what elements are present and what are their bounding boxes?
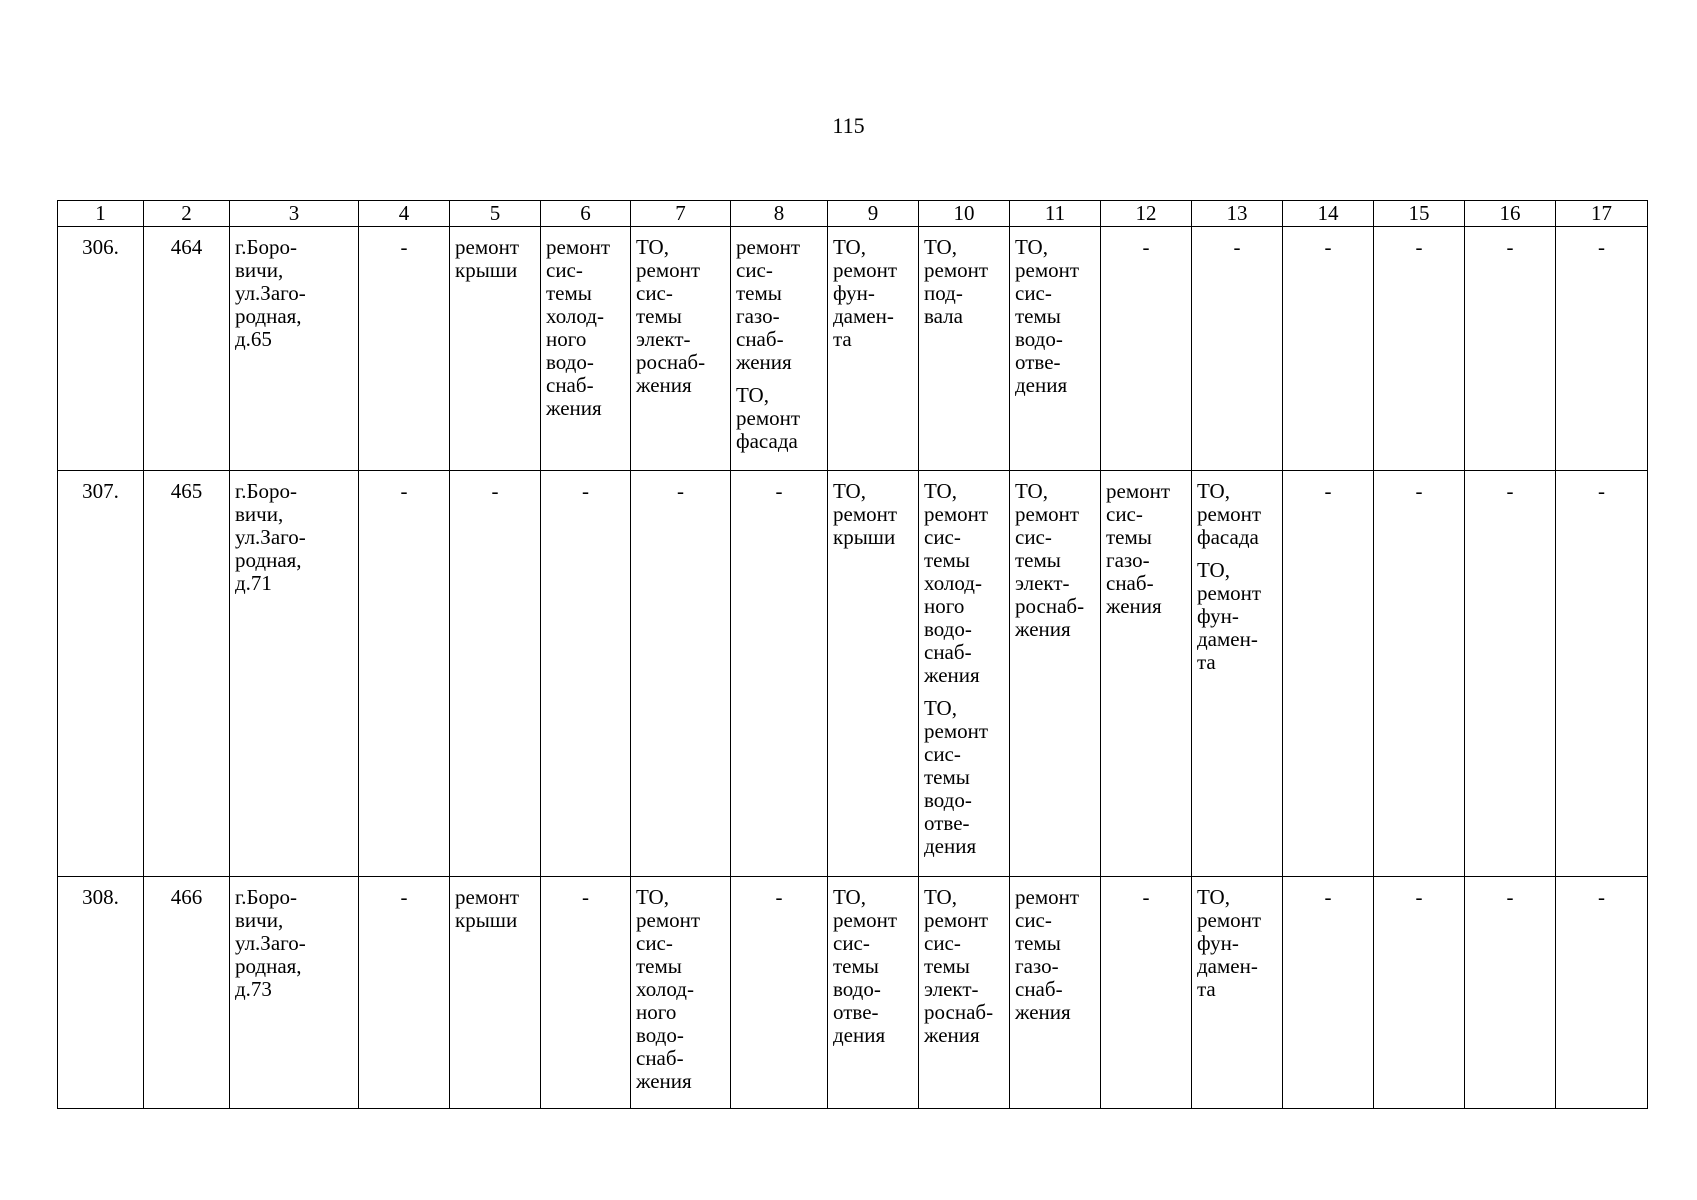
- work-entry: ТО, ремонт сис- темы водо- отве- дения: [924, 696, 989, 858]
- column-header: 17: [1556, 201, 1648, 227]
- table-cell: -: [1374, 471, 1465, 877]
- column-header: 12: [1101, 201, 1192, 227]
- table-cell: [919, 227, 1010, 471]
- table-cell: -: [359, 471, 450, 877]
- table-cell: [731, 227, 828, 471]
- work-entry: ТО, ремонт фасада: [736, 383, 801, 453]
- work-entry: ТО, ремонт сис- темы водо- отве- дения: [1015, 235, 1080, 397]
- column-header: 6: [541, 201, 631, 227]
- table-cell: -: [1556, 877, 1648, 1109]
- address-cell: [230, 471, 359, 877]
- table-cell: -: [1465, 471, 1556, 877]
- table-cell: -: [1283, 227, 1374, 471]
- table-cell: [631, 877, 731, 1109]
- registry-number-cell: 464: [144, 227, 230, 471]
- table-cell: -: [541, 471, 631, 877]
- table-cell: [631, 227, 731, 471]
- table-cell: -: [1192, 227, 1283, 471]
- work-entry: ремонт крыши: [455, 885, 520, 932]
- address-text: г.Боро- вичи, ул.Заго- родная, д.73: [235, 885, 306, 1001]
- column-header: 5: [450, 201, 541, 227]
- work-entry: ремонт сис- темы газо- снаб- жения: [736, 235, 801, 374]
- table-cell: [919, 471, 1010, 877]
- column-header: 1: [58, 201, 144, 227]
- address-cell: [230, 877, 359, 1109]
- work-entry: ремонт сис- темы холод- ного водо- снаб- жения: [546, 235, 611, 420]
- table-cell: -: [1465, 227, 1556, 471]
- work-entry: ремонт крыши: [455, 235, 520, 282]
- table-cell: [450, 227, 541, 471]
- column-header: 13: [1192, 201, 1283, 227]
- table-cell: [1192, 877, 1283, 1109]
- table-cell: -: [1283, 471, 1374, 877]
- table-cell: -: [359, 877, 450, 1109]
- table-cell: -: [731, 877, 828, 1109]
- work-entry: ТО, ремонт сис- темы холод- ного водо- снаб- жения: [924, 479, 989, 687]
- column-header: 4: [359, 201, 450, 227]
- work-entry: ТО, ремонт фун- дамен- та: [1197, 558, 1262, 674]
- table-cell: -: [1465, 877, 1556, 1109]
- table-cell: [1010, 877, 1101, 1109]
- work-entry: ТО, ремонт фун- дамен- та: [1197, 885, 1262, 1001]
- table-row: [58, 877, 1648, 1109]
- header-row: [58, 201, 1648, 227]
- work-entry: ТО, ремонт фун- дамен- та: [833, 235, 898, 351]
- column-header: 3: [230, 201, 359, 227]
- row-number-cell: 307.: [58, 471, 144, 877]
- work-entry: ТО, ремонт сис- темы водо- отве- дения: [833, 885, 898, 1047]
- table-cell: -: [1101, 877, 1192, 1109]
- table-cell: -: [731, 471, 828, 877]
- table-cell: -: [1556, 227, 1648, 471]
- table-cell: [828, 227, 919, 471]
- address-text: г.Боро- вичи, ул.Заго- родная, д.71: [235, 479, 306, 595]
- table-cell: -: [631, 471, 731, 877]
- column-header: 9: [828, 201, 919, 227]
- registry-number-cell: 465: [144, 471, 230, 877]
- table-cell: [828, 877, 919, 1109]
- column-header: 2: [144, 201, 230, 227]
- table-cell: [541, 227, 631, 471]
- table-cell: [919, 877, 1010, 1109]
- table-cell: -: [1283, 877, 1374, 1109]
- table-cell: -: [450, 471, 541, 877]
- table-cell: -: [1374, 227, 1465, 471]
- column-header: 11: [1010, 201, 1101, 227]
- table-cell: [1192, 471, 1283, 877]
- column-header: 16: [1465, 201, 1556, 227]
- work-entry: ТО, ремонт сис- темы элект- роснаб- жения: [1015, 479, 1085, 641]
- work-entry: ремонт сис- темы газо- снаб- жения: [1106, 479, 1171, 618]
- address-text: г.Боро- вичи, ул.Заго- родная, д.65: [235, 235, 306, 351]
- table-cell: -: [359, 227, 450, 471]
- work-entry: ТО, ремонт сис- темы элект- роснаб- жения: [636, 235, 706, 397]
- table-cell: [1010, 227, 1101, 471]
- table-cell: [450, 877, 541, 1109]
- table-cell: -: [1101, 227, 1192, 471]
- table-cell: -: [1374, 877, 1465, 1109]
- table-cell: [1010, 471, 1101, 877]
- column-header: 8: [731, 201, 828, 227]
- table-row: [58, 471, 1648, 877]
- registry-number-cell: 466: [144, 877, 230, 1109]
- work-entry: ТО, ремонт под- вала: [924, 235, 989, 328]
- column-header: 7: [631, 201, 731, 227]
- table-cell: -: [541, 877, 631, 1109]
- row-number-cell: 308.: [58, 877, 144, 1109]
- table-cell: -: [1556, 471, 1648, 877]
- column-header: 15: [1374, 201, 1465, 227]
- column-header: 10: [919, 201, 1010, 227]
- table-cell: [1101, 471, 1192, 877]
- row-number-cell: 306.: [58, 227, 144, 471]
- work-entry: ремонт сис- темы газо- снаб- жения: [1015, 885, 1080, 1024]
- table-cell: [828, 471, 919, 877]
- page-number: 115: [832, 113, 865, 138]
- work-entry: ТО, ремонт сис- темы элект- роснаб- жения: [924, 885, 994, 1047]
- work-entry: ТО, ремонт сис- темы холод- ного водо- снаб- жения: [636, 885, 701, 1093]
- work-entry: ТО, ремонт крыши: [833, 479, 898, 549]
- work-entry: ТО, ремонт фасада: [1197, 479, 1262, 549]
- column-header: 14: [1283, 201, 1374, 227]
- repair-schedule-table: [57, 200, 1648, 1109]
- table-row: [58, 227, 1648, 471]
- address-cell: [230, 227, 359, 471]
